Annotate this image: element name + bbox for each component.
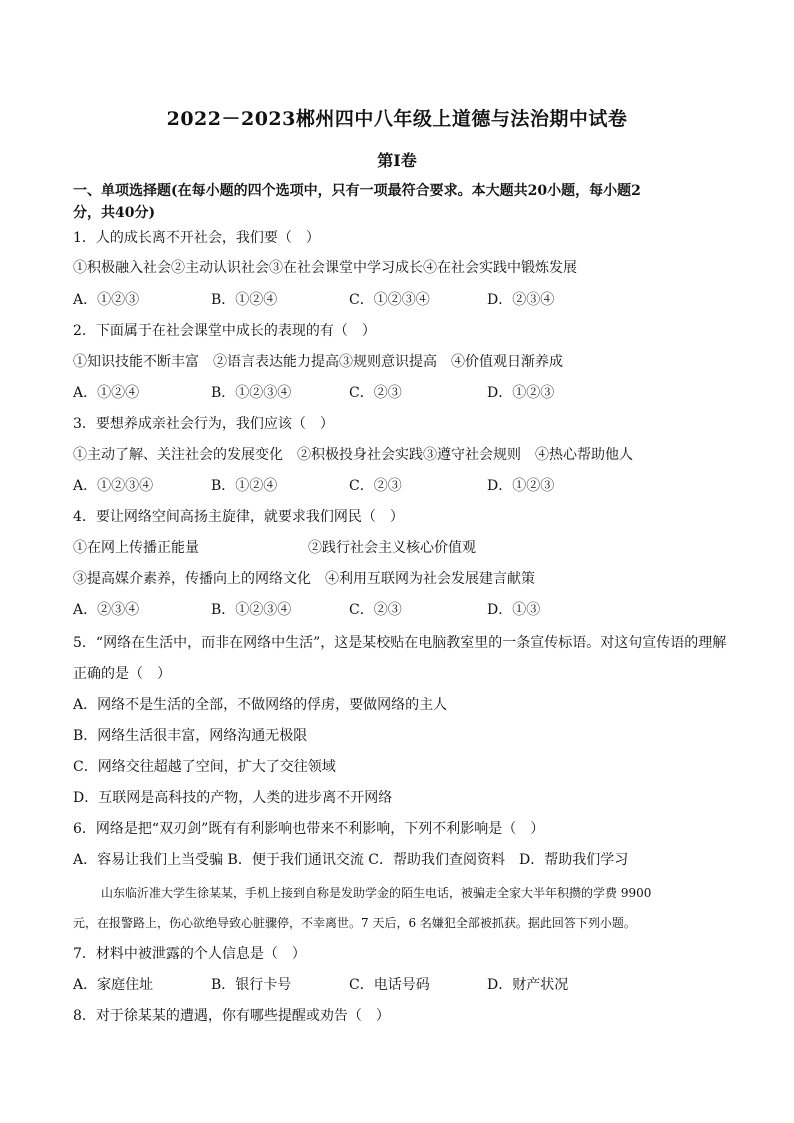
question-3-option-b: B．①②④ bbox=[211, 478, 278, 494]
exam-title: 2022－2023郴州四中八年级上道德与法治期中试卷 bbox=[166, 108, 628, 130]
question-2-stem: 2．下面属于在社会课堂中成长的表现的有（ ） bbox=[73, 323, 376, 339]
question-4-option-a: A．②③④ bbox=[73, 602, 140, 618]
question-5-option-a: A．网络不是生活的全部，不做网络的俘虏，要做网络的主人 bbox=[73, 697, 448, 713]
question-7-option-d: D．财产状况 bbox=[487, 977, 569, 993]
question-1-option-c: C．①②③④ bbox=[349, 292, 430, 308]
question-3-option-c: C．②③ bbox=[349, 478, 402, 494]
question-2-option-b: B．①②③④ bbox=[211, 385, 292, 401]
question-7-option-b: B．银行卡号 bbox=[211, 977, 292, 993]
question-4-option-d: D．①③ bbox=[487, 602, 541, 618]
question-4-option-b: B．①②③④ bbox=[211, 602, 292, 618]
volume-label: 第Ⅰ卷 bbox=[377, 151, 417, 170]
question-2-option-a: A．①②④ bbox=[73, 385, 140, 401]
question-3-stem: 3．要想养成亲社会行为，我们应该（ ） bbox=[73, 416, 334, 432]
question-5-stem-line-1: 5．“网络在生活中，而非在网络中生活”，这是某校贴在电脑教室里的一条宣传标语。对这句宣传语的理解 bbox=[73, 635, 727, 651]
question-2-option-d: D．①②③ bbox=[487, 385, 555, 401]
question-5-stem-line-2: 正确的是（ ） bbox=[73, 666, 171, 682]
section-heading-line-2: 分，共40分) bbox=[73, 205, 156, 221]
question-4-option-c: C．②③ bbox=[349, 602, 402, 618]
question-1-option-b: B．①②④ bbox=[211, 292, 278, 308]
question-1-option-d: D．②③④ bbox=[487, 292, 555, 308]
material-line-1: 山东临沂准大学生徐某某，手机上接到自称是发助学金的陌生电话，被骗走全家大半年积攒的学费 9900 bbox=[101, 886, 652, 900]
question-1-option-a: A．①②③ bbox=[73, 292, 140, 308]
question-6-stem: 6．网络是把“双刃剑”既有有利影响也带来不利影响，下列不利影响是（ ） bbox=[73, 821, 545, 837]
question-1-stem: 1．人的成长离不开社会，我们要（ ） bbox=[73, 230, 320, 246]
question-3-items: ①主动了解、关注社会的发展变化 ②积极投身社会实践③遵守社会规则 ④热心帮助他人 bbox=[73, 447, 633, 463]
question-5-option-c: C．网络交往超越了空间，扩大了交往领域 bbox=[73, 759, 336, 775]
question-4-stem: 4．要让网络空间高扬主旋律，就要求我们网民（ ） bbox=[73, 509, 404, 525]
question-8-stem: 8．对于徐某某的遭遇，你有哪些提醒或劝告（ ） bbox=[73, 1008, 390, 1024]
question-4-item-2: ②践行社会主义核心价值观 bbox=[308, 540, 476, 556]
question-5-option-b: B．网络生活很丰富，网络沟通无极限 bbox=[73, 728, 308, 744]
question-6-options: A．容易让我们上当受骗 B．便于我们通讯交流 C．帮助我们查阅资料 D．帮助我们学习 bbox=[73, 852, 629, 868]
question-4-items-2: ③提高媒介素养，传播向上的网络文化 ④利用互联网为社会发展建言献策 bbox=[73, 571, 535, 587]
question-3-option-a: A．①②③④ bbox=[73, 478, 154, 494]
question-7-stem: 7．材料中被泄露的个人信息是（ ） bbox=[73, 946, 306, 962]
question-2-items: ①知识技能不断丰富 ②语言表达能力提高③规则意识提高 ④价值观日渐养成 bbox=[73, 354, 563, 370]
section-heading-line-1: 一、单项选择题(在每小题的四个选项中，只有一项最符合要求。本大题共20小题，每小题2 bbox=[73, 183, 641, 199]
question-7-option-c: C．电话号码 bbox=[349, 977, 430, 993]
question-4-item-1: ①在网上传播正能量 bbox=[73, 540, 199, 556]
question-1-items: ①积极融入社会②主动认识社会③在社会课堂中学习成长④在社会实践中锻炼发展 bbox=[73, 260, 577, 276]
question-7-option-a: A．家庭住址 bbox=[73, 977, 154, 993]
question-2-option-c: C．②③ bbox=[349, 385, 402, 401]
question-5-option-d: D．互联网是高科技的产物，人类的进步离不开网络 bbox=[73, 790, 393, 806]
material-line-2: 元，在报警路上，伤心欲绝导致心脏骤停，不幸离世。7 天后，6 名嫌犯全部被抓获。据此回答下列小题。 bbox=[73, 916, 636, 930]
question-3-option-d: D．①②③ bbox=[487, 478, 555, 494]
